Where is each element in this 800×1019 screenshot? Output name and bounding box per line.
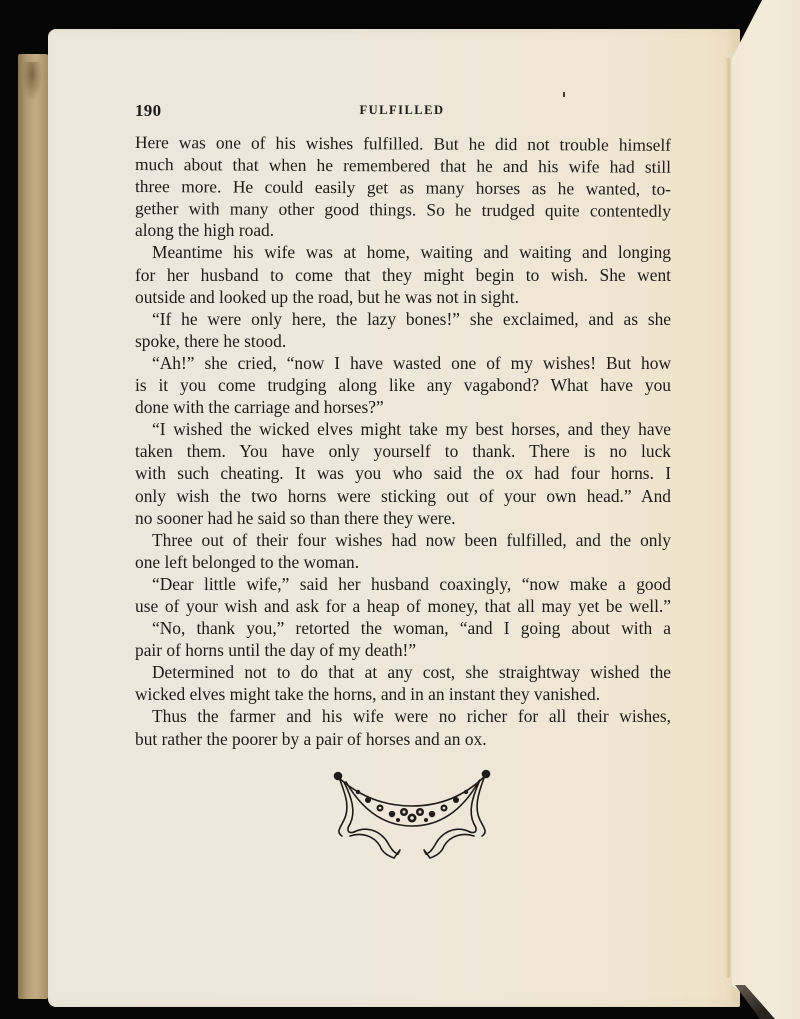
text-line: three more. He could easily get as many horses as he wanted, to- xyxy=(134,176,672,199)
text-line: wicked elves might take the horns, and in an instant they vanished. xyxy=(135,684,601,705)
text-line: Here was one of his wishes fulfilled. But he did not trouble himself xyxy=(134,132,672,155)
text-line: one left belonged to the woman. xyxy=(135,551,360,572)
text-line: use of your wish and ask for a heap of money, that all may yet be well.” xyxy=(135,595,671,616)
book-cover-edge xyxy=(18,54,48,999)
text-line: Thus the farmer and his wife were no richer for all their wishes, xyxy=(152,706,671,727)
text-line: Three out of their four wishes had now been fulfilled, and the only xyxy=(152,529,671,550)
text-line: Determined not to do that at any cost, she straightway wished the xyxy=(152,662,671,683)
chapter-title-text: FULFILLED xyxy=(359,103,445,117)
text-line: “If he were only here, the lazy bones!” she exclaimed, and as she xyxy=(152,308,671,329)
text-line: “I wished the wicked elves might take my best horses, and they have xyxy=(152,419,671,440)
book-page-right-edge xyxy=(732,0,800,1019)
book-gutter xyxy=(726,58,732,978)
running-head xyxy=(135,101,675,121)
chapter-title xyxy=(135,103,675,118)
text-line: “No, thank you,” retorted the woman, “and I going about with a xyxy=(152,618,671,639)
text-line: along the high road. xyxy=(135,220,275,241)
page-number: 190 xyxy=(135,101,162,120)
text-line: pair of horns until the day of my death!” xyxy=(135,640,417,661)
text-line: with such cheating. It was you who said the ox had four horns. I xyxy=(135,463,671,484)
paper-speck xyxy=(563,92,565,97)
text-line: gether with many other good things. So he trudged quite contentedly xyxy=(134,198,672,222)
text-line: only wish the two horns were sticking out of your own head.” And xyxy=(135,485,671,506)
body-text xyxy=(135,131,671,750)
text-line: Meantime his wife was at home, waiting and waiting and longing xyxy=(152,242,671,263)
text-line: spoke, there he stood. xyxy=(135,330,287,351)
text-line: much about that when he remembered that he and his wife had still xyxy=(134,154,672,177)
text-line: is it you come trudging along like any vagabond? What have you xyxy=(135,375,671,396)
floral-garland-ornament-icon xyxy=(332,768,492,860)
text-line: “Ah!” she cried, “now I have wasted one of my wishes! But how xyxy=(152,352,671,373)
text-line: “Dear little wife,” said her husband coaxingly, “now make a good xyxy=(152,573,671,594)
text-line: outside and looked up the road, but he was not in sight. xyxy=(135,286,519,307)
text-line: taken them. You have only yourself to thank. There is no luck xyxy=(135,441,671,462)
text-line: no sooner had he said so than there they were. xyxy=(135,507,456,528)
text-line: for her husband to come that they might begin to wish. She went xyxy=(135,264,671,285)
text-line: done with the carriage and horses?” xyxy=(135,397,384,418)
text-line: but rather the poorer by a pair of horses and an ox. xyxy=(135,728,487,749)
